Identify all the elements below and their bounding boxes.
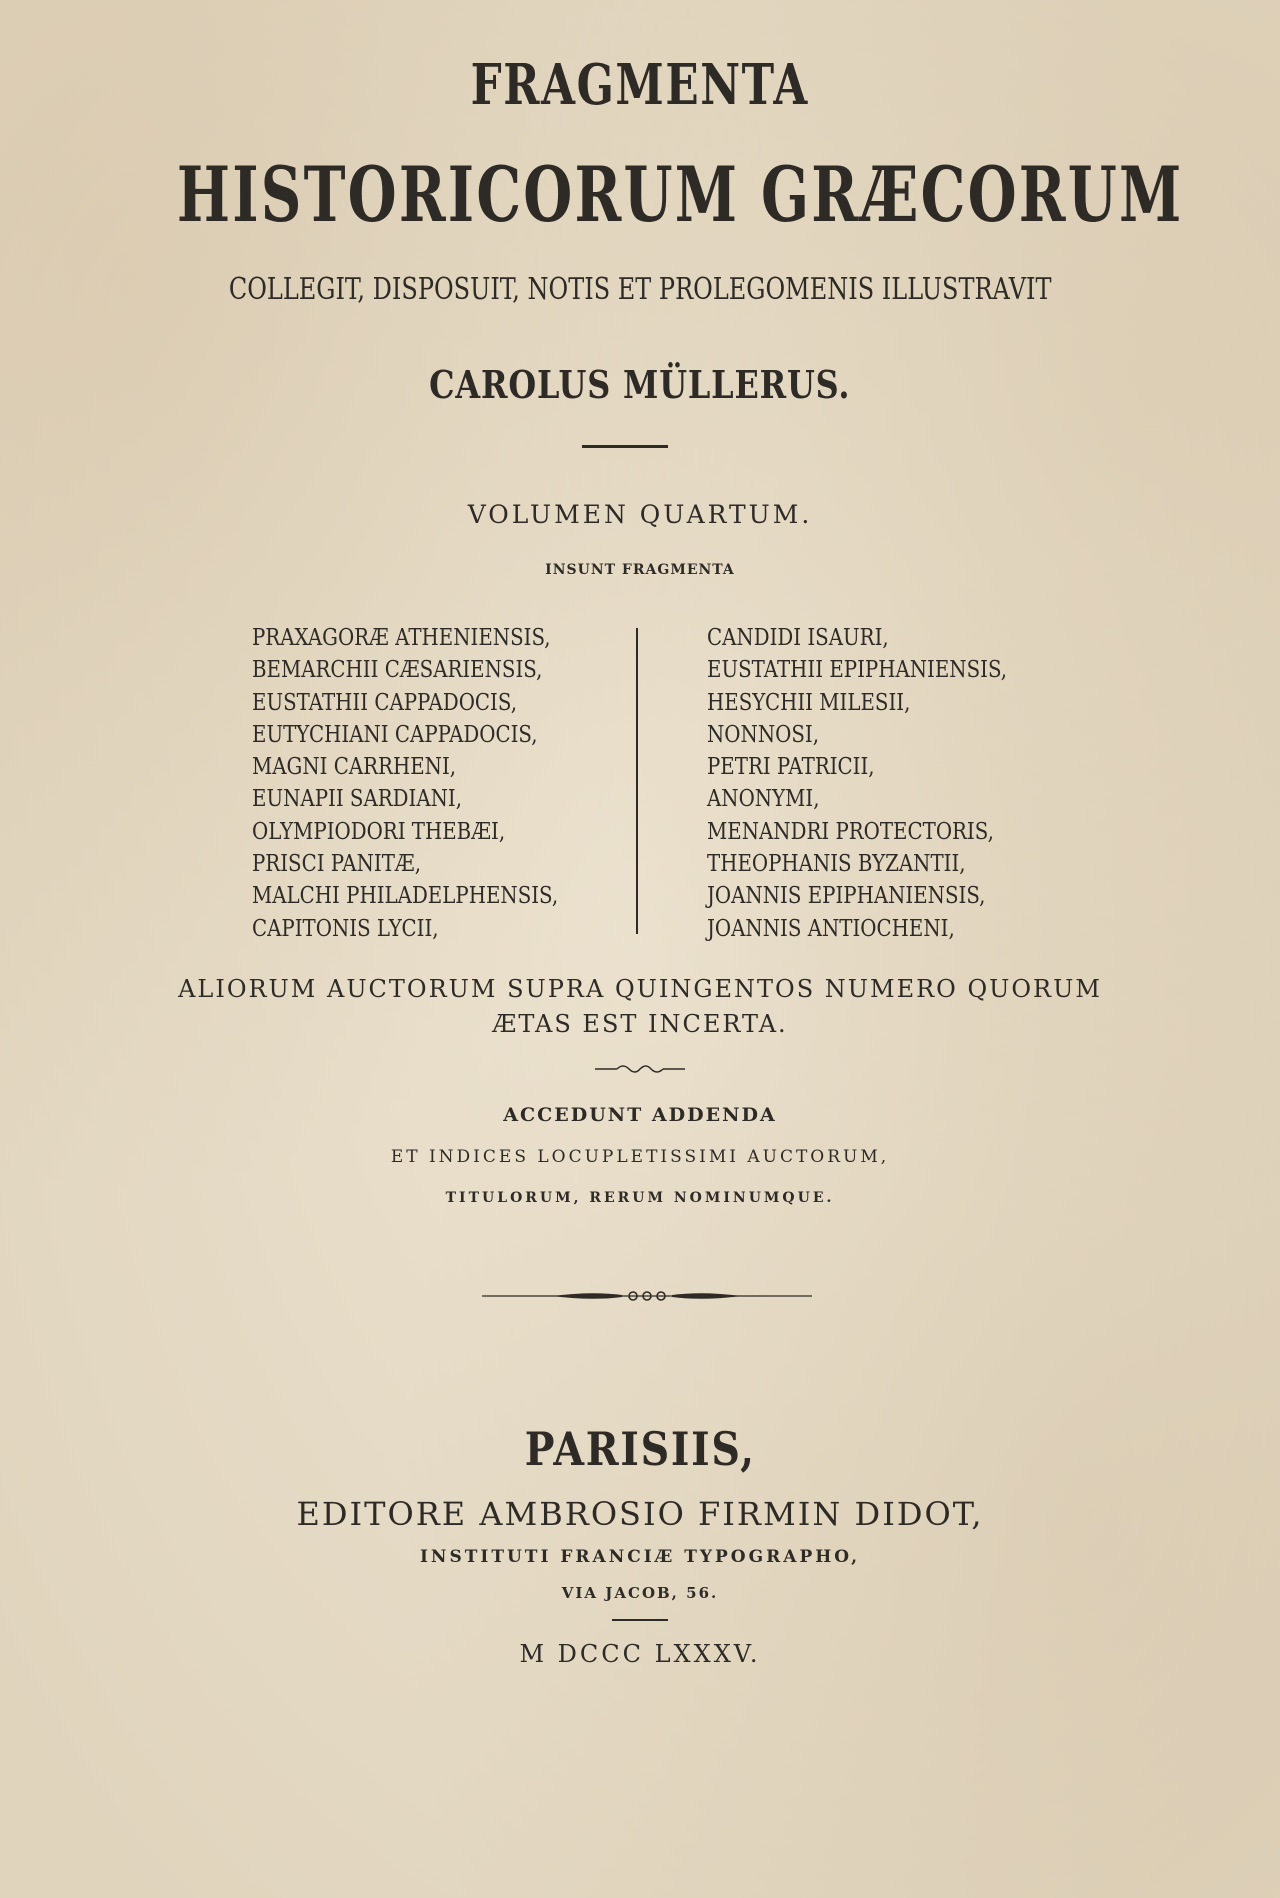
credit-line: COLLEGIT, DISPOSUIT, NOTIS ET PROLEGOMENIS ILLUSTRAVIT: [228, 272, 1052, 307]
author-item: THEOPHANIS BYZANTII,: [707, 851, 966, 878]
author-item: HESYCHII MILESII,: [707, 689, 911, 716]
author-item: NONNOSI,: [707, 721, 820, 748]
imprint-city: PARISIIS,: [524, 1422, 756, 1476]
author-item: EUSTATHII CAPPADOCIS,: [252, 689, 518, 716]
author-item: PRISCI PANITÆ,: [252, 851, 421, 878]
author-item: OLYMPIODORI THEBÆI,: [252, 818, 506, 845]
ornamental-rule: [482, 1286, 812, 1306]
divider-rule: [582, 445, 668, 448]
insunt-label: INSUNT FRAGMENTA: [545, 562, 735, 578]
author-name: CAROLUS MÜLLERUS.: [429, 362, 851, 407]
author-item: PETRI PATRICII,: [707, 754, 875, 781]
title-line-1: FRAGMENTA: [470, 52, 810, 118]
imprint-publisher: EDITORE AMBROSIO FIRMIN DIDOT,: [296, 1495, 984, 1533]
author-item: EUNAPII SARDIANI,: [252, 786, 463, 813]
author-item: CAPITONIS LYCII,: [252, 915, 439, 942]
date-rule: [612, 1619, 668, 1621]
title-line-2: HISTORICORUM GRÆCORUM: [176, 150, 1184, 239]
addenda-line-2: ET INDICES LOCUPLETISSIMI AUCTORUM,: [390, 1147, 890, 1167]
column-divider: [636, 628, 638, 934]
imprint-address: VIA JACOB, 56.: [561, 1584, 719, 1602]
author-item: PRAXAGORÆ ATHENIENSIS,: [252, 625, 551, 651]
addenda-line-3: TITULORUM, RERUM NOMINUMQUE.: [445, 1190, 835, 1206]
others-line-1: ALIORUM AUCTORUM SUPRA QUINGENTOS NUMERO QUORUM: [178, 975, 1102, 1003]
volume-label: VOLUMEN QUARTUM.: [467, 500, 813, 529]
flourish-ornament: [595, 1060, 685, 1078]
author-item: JOANNIS EPIPHANIENSIS,: [707, 883, 986, 910]
author-item: MAGNI CARRHENI,: [252, 754, 457, 781]
others-line-2: ÆTAS EST INCERTA.: [492, 1010, 788, 1038]
author-item: CANDIDI ISAURI,: [707, 625, 889, 651]
imprint-role: INSTITUTI FRANCIÆ TYPOGRAPHO,: [419, 1547, 861, 1567]
authors-right-column: [707, 622, 1056, 945]
author-item: EUSTATHII EPIPHANIENSIS,: [707, 657, 1008, 684]
author-item: ANONYMI,: [707, 786, 820, 813]
author-item: MENANDRI PROTECTORIS,: [707, 818, 994, 845]
author-item: JOANNIS ANTIOCHENI,: [707, 915, 955, 942]
author-item: EUTYCHIANI CAPPADOCIS,: [252, 721, 538, 748]
author-item: BEMARCHII CÆSARIENSIS,: [252, 657, 543, 684]
imprint-year: M DCCC LXXXV.: [519, 1640, 761, 1668]
authors-left-column: [252, 622, 608, 945]
addenda-line-1: ACCEDUNT ADDENDA: [503, 1104, 777, 1126]
author-item: MALCHI PHILADELPHENSIS,: [252, 883, 559, 910]
